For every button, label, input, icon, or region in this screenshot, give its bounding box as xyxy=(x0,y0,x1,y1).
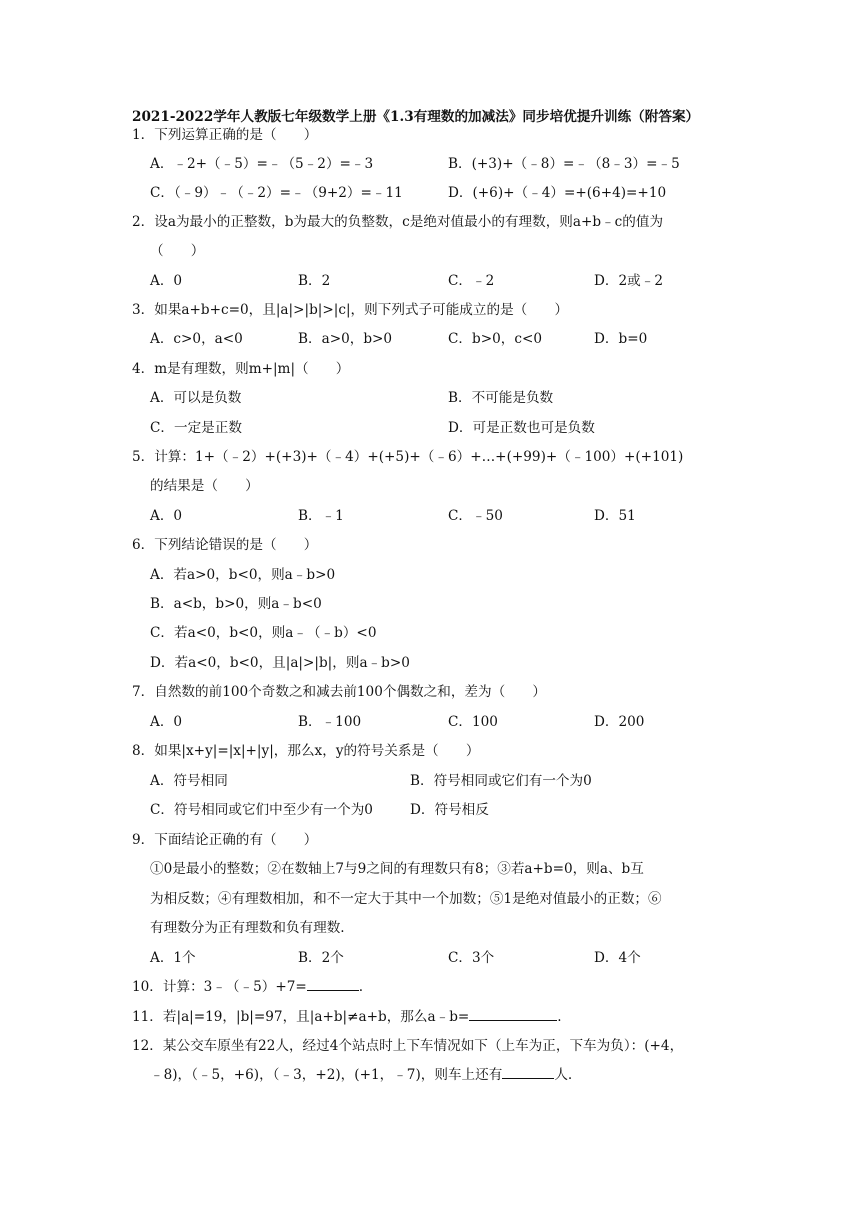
question-3-option-b: B．a>0，b>0 xyxy=(298,331,393,347)
question-8-option-c: C．符号相同或它们中至少有一个为0 xyxy=(150,802,373,818)
question-4-option-a: A．可以是负数 xyxy=(150,390,242,406)
question-3-option-a: A．c>0，a<0 xyxy=(150,331,243,347)
question-3-stem: 3．如果a+b+c=0，且|a|>|b|>|c|，则下列式子可能成立的是（ ） xyxy=(132,302,569,318)
question-8-option-a: A．符号相同 xyxy=(150,773,228,789)
question-6-option-d: D．若a<0，b<0，且|a|>|b|，则a﹣b>0 xyxy=(150,655,410,671)
question-2-stem: 2．设a为最小的正整数，b为最大的负整数，c是绝对值最小的有理数，则a+b﹣c的值为 xyxy=(132,214,664,230)
question-9-option-a: A．1个 xyxy=(150,950,196,966)
question-5-option-b: B．﹣1 xyxy=(298,508,344,524)
question-4-option-d: D．可是正数也可是负数 xyxy=(448,420,595,436)
question-6-stem: 6．下列结论错误的是（ ） xyxy=(132,537,318,553)
question-5-stem: 5．计算：1+（﹣2）+(+3)+（﹣4）+(+5)+（﹣6）+…+(+99)+（﹣100）+(+101) xyxy=(132,449,684,465)
question-2-option-d: D．2或﹣2 xyxy=(594,273,663,289)
question-12-text: ﹣8)，（﹣5，+6)，（﹣3，+2)，(+1，﹣7)，则车上还有 xyxy=(150,1067,503,1083)
question-2-stem-continued: （ ） xyxy=(150,243,205,259)
question-6-option-b: B．a<b，b>0，则a﹣b<0 xyxy=(150,596,322,612)
question-11-text: 11．若|a|=19，|b|=97，且|a+b|≠a+b，那么a﹣b= xyxy=(132,1009,470,1025)
question-11-answer-blank[interactable] xyxy=(469,1006,557,1021)
question-7-option-d: D．200 xyxy=(594,714,645,730)
question-3-option-c: C．b>0，c<0 xyxy=(448,331,542,347)
question-9-line-2: 为相反数；④有理数相加，和不一定大于其中一个加数；⑤1是绝对值最小的正数；⑥ xyxy=(150,891,662,907)
question-1-option-a: A．﹣2+（﹣5）=﹣（5﹣2）=﹣3 xyxy=(150,156,374,172)
question-10-answer-blank[interactable] xyxy=(307,976,359,991)
page-title: 2021-2022学年人教版七年级数学上册《1.3有理数的加减法》同步培优提升训练（附答案） xyxy=(132,109,700,125)
question-2-option-c: C．﹣2 xyxy=(448,273,495,289)
question-10-text: 10．计算：3﹣（﹣5）+7= xyxy=(132,979,307,995)
question-11-end: . xyxy=(557,1009,562,1025)
question-5-option-d: D．51 xyxy=(594,508,636,524)
question-5-option-c: C．﹣50 xyxy=(448,508,503,524)
question-5-stem-continued: 的结果是（ ） xyxy=(150,478,259,494)
question-12-end: 人. xyxy=(554,1067,573,1083)
question-4-option-b: B．不可能是负数 xyxy=(448,390,554,406)
question-8-option-b: B．符号相同或它们有一个为0 xyxy=(410,773,592,789)
question-12-line-2 xyxy=(150,1064,572,1086)
question-6-option-c: C．若a<0，b<0，则a﹣（﹣b）<0 xyxy=(150,625,377,641)
question-5-option-a: A．0 xyxy=(150,508,183,524)
question-2-option-b: B．2 xyxy=(298,273,331,289)
question-12-line-1: 12．某公交车原坐有22人，经过4个站点时上下车情况如下（上车为正，下车为负）：(+4， xyxy=(132,1038,684,1054)
question-1-stem: 1．下列运算正确的是（ ） xyxy=(132,127,318,143)
question-4-option-c: C．一定是正数 xyxy=(150,420,242,436)
question-7-option-c: C．100 xyxy=(448,714,498,730)
question-7-option-b: B．﹣100 xyxy=(298,714,362,730)
question-8-option-d: D．符号相反 xyxy=(410,802,489,818)
question-8-stem: 8．如果|x+y|=|x|+|y|，那么x，y的符号关系是（ ） xyxy=(132,743,480,759)
question-1-option-c: C．（﹣9）﹣（﹣2）=﹣（9+2）=﹣11 xyxy=(150,185,403,201)
question-1-option-b: B．(+3)+（﹣8）=﹣（8﹣3）=﹣5 xyxy=(448,156,680,172)
question-12-answer-blank[interactable] xyxy=(502,1064,554,1079)
question-2-option-a: A．0 xyxy=(150,273,183,289)
question-9-line-1: ①0是最小的整数；②在数轴上7与9之间的有理数只有8；③若a+b=0，则a、b互 xyxy=(150,861,644,877)
question-9-option-c: C．3个 xyxy=(448,950,495,966)
question-1-option-d: D．(+6)+（﹣4）=+(6+4)=+10 xyxy=(448,185,667,201)
question-10 xyxy=(132,976,363,998)
question-3-option-d: D．b=0 xyxy=(594,331,648,347)
question-11 xyxy=(132,1006,562,1028)
question-10-end: . xyxy=(358,979,364,995)
question-9-option-d: D．4个 xyxy=(594,950,641,966)
question-6-option-a: A．若a>0，b<0，则a﹣b>0 xyxy=(150,567,336,583)
question-9-option-b: B．2个 xyxy=(298,950,344,966)
question-4-stem: 4．m是有理数，则m+|m|（ ） xyxy=(132,361,350,377)
question-9-line-3: 有理数分为正有理数和负有理数. xyxy=(150,920,345,936)
question-7-option-a: A．0 xyxy=(150,714,183,730)
question-7-stem: 7．自然数的前100个奇数之和减去前100个偶数之和，差为（ ） xyxy=(132,684,546,700)
question-9-stem: 9．下面结论正确的有（ ） xyxy=(132,832,318,848)
